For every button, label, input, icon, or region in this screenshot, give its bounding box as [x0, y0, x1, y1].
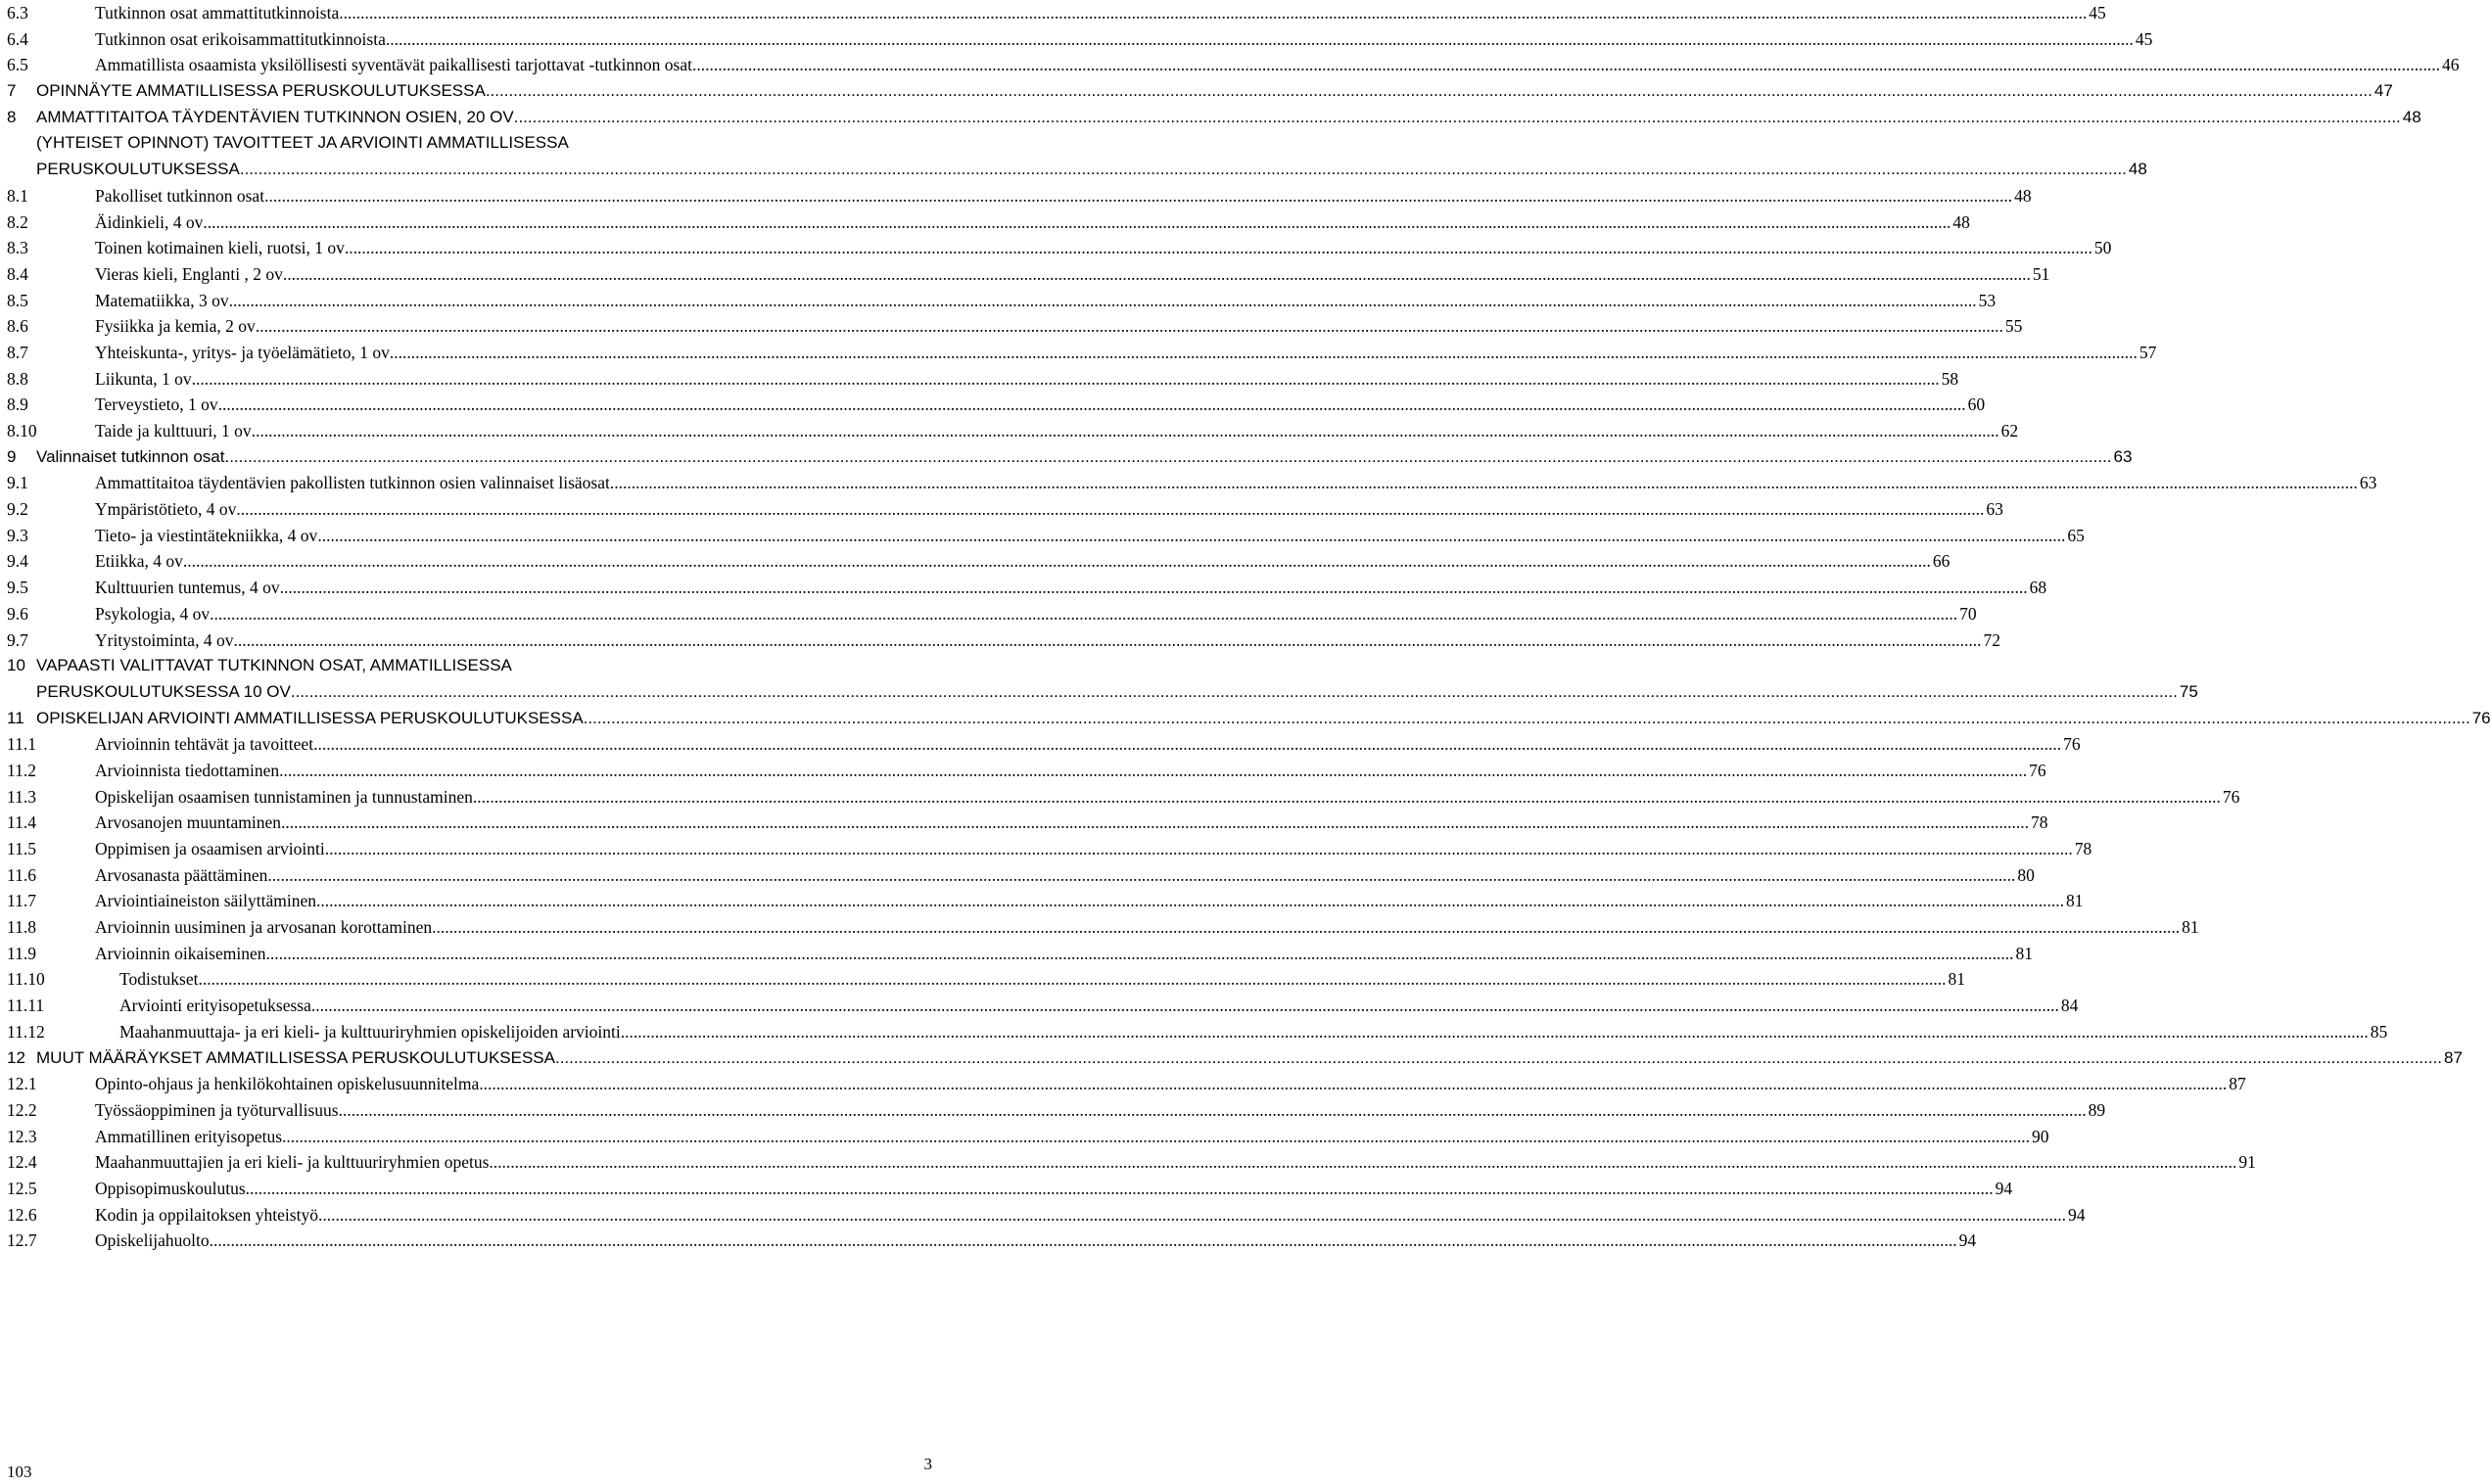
toc-entry-number: 8.9 — [7, 394, 28, 415]
toc-entry-page: 50 — [2093, 238, 2112, 258]
toc-entry-page: 87 — [2229, 1074, 2246, 1094]
toc-entry[interactable] — [7, 862, 2035, 889]
toc-entry[interactable] — [7, 288, 1997, 314]
toc-entry-number: 11.9 — [7, 943, 36, 963]
toc-entry-title: Maahanmuuttaja- ja eri kieli- ja kulttuuriryhmien opiskelijoiden arviointi — [119, 1021, 621, 1042]
toc-entry[interactable] — [7, 993, 2079, 1019]
toc-entry[interactable] — [7, 601, 1977, 627]
toc-leader-dots — [218, 392, 1966, 418]
toc-entry-title: Valinnaiset tutkinnon osat — [36, 446, 225, 466]
toc-entry-title: Matematiikka, 3 ov — [95, 290, 229, 310]
toc-entry-title: PERUSKOULUTUKSESSA 10 OV — [36, 681, 291, 701]
toc-entry[interactable] — [7, 392, 1986, 418]
toc-entry[interactable] — [7, 627, 2000, 654]
toc-entry-title: Kodin ja oppilaitoksen yhteistyö — [95, 1204, 318, 1225]
toc-entry-title: Maahanmuuttajien ja eri kieli- ja kulttuuriryhmien opetus — [95, 1152, 490, 1173]
toc-leader-dots — [192, 366, 1940, 393]
toc-entry[interactable] — [7, 966, 1965, 993]
toc-entry-title: Arvioinnista tiedottaminen — [95, 760, 280, 780]
toc-entry-title: Oppimisen ja osaamisen arviointi — [95, 839, 325, 858]
toc-entry-title: Oppisopimuskoulutus — [95, 1178, 246, 1198]
toc-entry[interactable] — [7, 1097, 2106, 1124]
toc-entry-page: 57 — [2138, 342, 2157, 362]
toc-entry-title: Toinen kotimainen kieli, ruotsi, 1 ov — [95, 238, 345, 258]
toc-leader-dots — [621, 1019, 2369, 1045]
toc-leader-dots — [345, 235, 2092, 261]
toc-entry-title: Arvosanojen muuntaminen — [95, 812, 282, 833]
toc-entry-number: 9.5 — [7, 578, 28, 598]
toc-entry-page: 94 — [1995, 1178, 2013, 1198]
toc-entry[interactable] — [7, 444, 2133, 471]
toc-entry-number: 12 — [7, 1047, 25, 1067]
toc-entry[interactable] — [7, 1202, 2086, 1229]
toc-entry-number: 9.4 — [7, 551, 28, 572]
toc-entry-title: Tieto- ja viestintätekniikka, 4 ov — [95, 525, 318, 545]
toc-entry[interactable] — [7, 914, 2199, 941]
toc-entry-title: PERUSKOULUTUKSESSA — [36, 160, 240, 179]
toc-entry-page: 51 — [2032, 263, 2050, 284]
toc-leader-dots — [240, 157, 2127, 183]
toc-entry-number: 10 — [7, 656, 25, 675]
toc-entry-title: Kulttuurien tuntemus, 4 ov — [95, 578, 280, 598]
toc-entry-page: 80 — [2017, 864, 2035, 885]
toc-entry-page: 45 — [2135, 28, 2153, 49]
toc-entry-number: 12.2 — [7, 1099, 37, 1120]
toc-entry-page: 89 — [2088, 1099, 2106, 1120]
toc-leader-dots — [256, 313, 2003, 340]
toc-entry-title: AMMATTITAITOA TÄYDENTÄVIEN TUTKINNON OSIEN, 20 OV — [36, 107, 514, 126]
toc-entry-number: 9.1 — [7, 473, 28, 493]
toc-entry[interactable] — [7, 1019, 2388, 1045]
toc-entry-page: 62 — [2000, 421, 2019, 441]
toc-entry-number: 8.5 — [7, 290, 28, 310]
toc-leader-dots — [267, 862, 2015, 889]
toc-entry-page: 84 — [2060, 996, 2079, 1016]
toc-entry-title: VAPAASTI VALITTAVAT TUTKINNON OSAT, AMMATILLISESSA — [36, 656, 512, 675]
toc-leader-dots — [479, 1071, 2227, 1097]
toc-entry-page: 76 — [2222, 786, 2240, 807]
toc-entry[interactable] — [7, 1149, 2256, 1176]
toc-entry-title: Ammatillinen erityisopetus — [95, 1126, 283, 1146]
toc-entry-page: 63 — [1986, 499, 2003, 520]
toc-entry-page: 94 — [2067, 1204, 2086, 1225]
toc-entry[interactable] — [7, 209, 1970, 236]
toc-entry-title: Arvioinnin uusiminen ja arvosanan korottaminen — [95, 917, 433, 938]
toc-entry-title: (YHTEISET OPINNOT) TAVOITTEET JA ARVIOINTI AMMATILLISESSA — [36, 133, 569, 153]
toc-entry[interactable] — [7, 653, 937, 679]
toc-entry[interactable] — [7, 105, 2421, 131]
toc-entry-title: OPISKELIJAN ARVIOINTI AMMATILLISESSA PERUSKOULUTUKSESSA — [36, 708, 584, 727]
toc-leader-dots — [339, 1097, 2087, 1124]
toc-entry-title: Psykologia, 4 ov — [95, 603, 211, 624]
toc-leader-dots — [246, 1176, 1994, 1202]
toc-entry-title: Arvioinnin oikaiseminen — [95, 943, 266, 963]
toc-entry-page: 60 — [1967, 394, 1986, 415]
toc-leader-dots — [486, 78, 2373, 105]
toc-leader-dots — [281, 810, 2029, 836]
toc-entry-page: 78 — [2031, 812, 2048, 833]
toc-leader-dots — [236, 496, 1984, 523]
toc-leader-dots — [610, 470, 2358, 496]
toc-entry-number: 8.2 — [7, 211, 28, 232]
toc-entry[interactable] — [7, 26, 2153, 53]
toc-leader-dots — [252, 418, 1999, 444]
toc-entry[interactable] — [7, 0, 2106, 26]
toc-entry-number: 12.5 — [7, 1178, 37, 1198]
toc-entry-number: 8.3 — [7, 238, 28, 258]
toc-entry-number: 11.3 — [7, 786, 36, 807]
toc-entry-title: Liikunta, 1 ov — [95, 368, 192, 389]
toc-entry-number: 7 — [7, 81, 17, 101]
toc-entry-page: 70 — [1959, 603, 1977, 624]
toc-entry[interactable] — [7, 418, 2019, 444]
toc-entry-title: Terveystieto, 1 ov — [95, 394, 218, 415]
toc-entry-number: 11.8 — [7, 917, 36, 938]
toc-leader-dots — [283, 261, 2031, 288]
toc-entry-number: 11.11 — [7, 996, 45, 1016]
toc-leader-dots — [266, 941, 2014, 967]
toc-entry-title: Arviointiaineiston säilyttäminen — [95, 891, 317, 911]
toc-leader-dots — [514, 105, 2401, 131]
toc-entry-title: Yritystoiminta, 4 ov — [95, 629, 234, 650]
toc-entry-number: 11.2 — [7, 760, 36, 780]
toc-entry[interactable] — [7, 836, 2092, 862]
toc-entry[interactable] — [7, 1176, 2013, 1202]
toc-entry-page: 87 — [2444, 1047, 2463, 1067]
toc-entry-page: 81 — [2066, 891, 2084, 911]
toc-entry-page: 75 — [2179, 681, 2198, 701]
toc-entry-page — [2399, 653, 2401, 679]
toc-entry-title: Äidinkieli, 4 ov — [95, 211, 204, 232]
toc-entry-number: 9.2 — [7, 499, 28, 520]
toc-entry-page: 81 — [2182, 917, 2199, 938]
toc-entry-title: Opinto-ohjaus ja henkilökohtainen opiskelusuunnitelma — [95, 1074, 480, 1094]
toc-entry-page: 91 — [2238, 1152, 2256, 1173]
toc-entry-page: 81 — [2015, 943, 2033, 963]
table-of-contents — [7, 0, 2491, 1254]
toc-entry-title: Arviointi erityisopetuksessa — [119, 996, 311, 1016]
toc-entry-number: 6.5 — [7, 55, 28, 75]
toc-entry-page: 85 — [2370, 1021, 2388, 1042]
toc-entry-title: Tutkinnon osat erikoisammattitutkinnoista — [95, 28, 386, 49]
toc-entry-number: 12.1 — [7, 1074, 37, 1094]
toc-entry-number: 8.10 — [7, 421, 37, 441]
toc-leader-dots — [210, 1228, 1957, 1254]
toc-entry-title: Opiskelijan osaamisen tunnistaminen ja tunnustaminen — [95, 786, 473, 807]
toc-entry-number: 6.3 — [7, 3, 28, 23]
toc-leader-dots — [317, 523, 2065, 549]
toc-entry-number: 11 — [7, 708, 24, 727]
toc-leader-dots — [311, 993, 2059, 1019]
toc-leader-dots — [555, 1045, 2442, 1072]
toc-leader-dots — [183, 548, 1931, 575]
toc-entry[interactable] — [7, 313, 2023, 340]
toc-entry-title: Arvioinnin tehtävät ja tavoitteet — [95, 734, 314, 755]
toc-entry-number: 8 — [7, 107, 17, 126]
toc-entry-title: Fysiikka ja kemia, 2 ov — [95, 316, 256, 337]
toc-leader-dots — [313, 731, 2061, 758]
toc-entry[interactable] — [7, 235, 2112, 261]
toc-entry-number: 8.6 — [7, 316, 28, 337]
toc-entry[interactable] — [7, 941, 2033, 967]
toc-entry-number: 11.5 — [7, 839, 36, 858]
toc-entry-page: 55 — [2004, 316, 2023, 337]
toc-entry-number: 8.7 — [7, 342, 28, 362]
toc-entry-page: 45 — [2089, 3, 2106, 23]
toc-entry[interactable] — [7, 183, 2032, 209]
toc-entry-page: 68 — [2029, 578, 2047, 598]
toc-leader-dots — [229, 288, 1977, 314]
toc-entry[interactable] — [7, 157, 2147, 183]
toc-entry-page: 90 — [2032, 1126, 2049, 1146]
toc-entry-page: 48 — [1952, 211, 1970, 232]
toc-entry-title: Työssäoppiminen ja työturvallisuus — [95, 1099, 339, 1120]
toc-entry-page: 72 — [1983, 629, 2000, 650]
toc-entry-page: 46 — [2441, 55, 2460, 75]
toc-entry-page: 58 — [1941, 368, 1959, 389]
toc-entry-number: 11.12 — [7, 1021, 45, 1042]
toc-entry[interactable] — [7, 731, 2081, 758]
toc-entry-title: MUUT MÄÄRÄYKSET AMMATILLISESSA PERUSKOULUTUKSESSA — [36, 1047, 555, 1067]
toc-entry-number: 11.1 — [7, 734, 36, 755]
toc-entry[interactable] — [7, 888, 2084, 914]
toc-entry[interactable] — [7, 340, 2157, 366]
toc-entry[interactable] — [7, 52, 2460, 78]
toc-leader-dots — [264, 183, 2012, 209]
toc-leader-dots — [316, 888, 2064, 914]
toc-entry-number: 9.3 — [7, 525, 28, 545]
toc-leader-dots — [390, 340, 2138, 366]
toc-leader-dots — [233, 627, 1981, 654]
toc-entry-title: Ympäristötieto, 4 ov — [95, 499, 237, 520]
toc-entry-title: Todistukset — [119, 969, 199, 990]
toc-leader-dots — [584, 706, 2470, 732]
toc-entry[interactable] — [7, 261, 2050, 288]
toc-leader-dots — [318, 1202, 2066, 1229]
toc-entry-page — [935, 130, 937, 157]
toc-entry-page: 53 — [1978, 290, 1997, 310]
toc-entry-title: Opiskelijahuolto — [95, 1230, 210, 1251]
toc-entry-title: Arvosanasta päättäminen — [95, 864, 268, 885]
toc-entry-title: Pakolliset tutkinnon osat — [95, 185, 265, 206]
toc-entry-page: 48 — [2128, 160, 2147, 179]
toc-leader-dots — [339, 0, 2087, 26]
toc-leader-dots — [282, 1124, 2030, 1150]
toc-entry[interactable] — [7, 78, 2393, 105]
toc-entry[interactable] — [7, 1228, 1977, 1254]
toc-leader-dots — [473, 784, 2221, 811]
toc-entry-number: 8.8 — [7, 368, 28, 389]
toc-entry-title: Vieras kieli, Englanti , 2 ov — [95, 263, 283, 284]
toc-entry-title: Tutkinnon osat ammattitutkinnoista — [95, 3, 340, 23]
toc-entry-page: 63 — [2113, 446, 2133, 466]
toc-entry-title: Yhteiskunta-, yritys- ja työelämätieto, 1 ov — [95, 342, 390, 362]
toc-leader-dots — [386, 26, 2134, 53]
toc-entry-page: 76 — [2063, 734, 2081, 755]
toc-entry-page: 76 — [2471, 708, 2491, 727]
toc-entry-page: 47 — [2374, 81, 2393, 101]
toc-entry-page: 65 — [2067, 525, 2085, 545]
toc-entry-number: 8.1 — [7, 185, 28, 206]
toc-entry-title: Etiikka, 4 ov — [95, 551, 183, 572]
toc-entry-page: 94 — [1958, 1230, 1977, 1251]
toc-entry-number: 11.10 — [7, 969, 45, 990]
toc-leader-dots — [198, 966, 1946, 993]
toc-entry-number: 9.7 — [7, 629, 28, 650]
toc-entry-title: Ammattitaitoa täydentävien pakollisten tutkinnon osien valinnaiset lisäosat — [95, 473, 610, 493]
toc-entry[interactable] — [7, 548, 1950, 575]
toc-entry-page: 63 — [2359, 473, 2377, 493]
toc-leader-dots — [210, 601, 1957, 627]
toc-entry[interactable] — [7, 679, 2198, 706]
toc-entry-page: 66 — [1932, 551, 1950, 572]
footer-left-number: 103 — [7, 1462, 32, 1481]
toc-entry-page: 78 — [2074, 839, 2092, 858]
toc-leader-dots — [291, 679, 2178, 706]
toc-entry-number: 11.4 — [7, 812, 36, 833]
page-number: 3 — [923, 1455, 932, 1473]
toc-entry-number: 6.4 — [7, 28, 28, 49]
toc-entry-number: 9.6 — [7, 603, 28, 624]
toc-entry-page: 76 — [2029, 760, 2046, 780]
toc-entry-title: Taide ja kulttuuri, 1 ov — [95, 421, 252, 441]
toc-entry[interactable] — [7, 1124, 2049, 1150]
toc-leader-dots — [432, 914, 2180, 941]
toc-entry-page: 48 — [2402, 107, 2421, 126]
toc-entry[interactable] — [7, 523, 2085, 549]
toc-entry[interactable] — [7, 706, 2491, 732]
toc-leader-dots — [280, 575, 2028, 601]
toc-entry[interactable] — [7, 1045, 2463, 1072]
toc-entry[interactable] — [7, 810, 2048, 836]
toc-entry-number: 11.7 — [7, 891, 36, 911]
toc-leader-dots — [224, 444, 2111, 471]
toc-entry-number: 11.6 — [7, 864, 36, 885]
toc-entry[interactable] — [7, 496, 2003, 523]
toc-entry-number: 12.4 — [7, 1152, 37, 1173]
toc-entry[interactable] — [7, 784, 2240, 811]
toc-entry-title: OPINNÄYTE AMMATILLISESSA PERUSKOULUTUKSESSA — [36, 81, 486, 101]
toc-entry-number: 12.6 — [7, 1204, 37, 1225]
toc-entry[interactable] — [7, 470, 2377, 496]
toc-entry[interactable] — [7, 130, 937, 157]
toc-entry-number: 12.7 — [7, 1230, 37, 1251]
toc-entry[interactable] — [7, 575, 2047, 601]
toc-entry-title: Ammatillista osaamista yksilöllisesti syventävät paikallisesti tarjottavat -tutkinnon osat — [95, 55, 692, 75]
toc-entry-page: 48 — [2014, 185, 2032, 206]
toc-leader-dots — [325, 836, 2073, 862]
toc-entry[interactable] — [7, 758, 2046, 784]
toc-entry-number: 12.3 — [7, 1126, 37, 1146]
toc-leader-dots — [203, 209, 1950, 236]
toc-entry-page: 81 — [1948, 969, 1965, 990]
toc-leader-dots — [279, 758, 2027, 784]
toc-entry[interactable] — [7, 1071, 2246, 1097]
toc-leader-dots — [692, 52, 2440, 78]
toc-leader-dots — [489, 1149, 2236, 1176]
toc-entry-number: 8.4 — [7, 263, 28, 284]
toc-entry[interactable] — [7, 366, 1959, 393]
toc-entry-number: 9 — [7, 446, 17, 466]
